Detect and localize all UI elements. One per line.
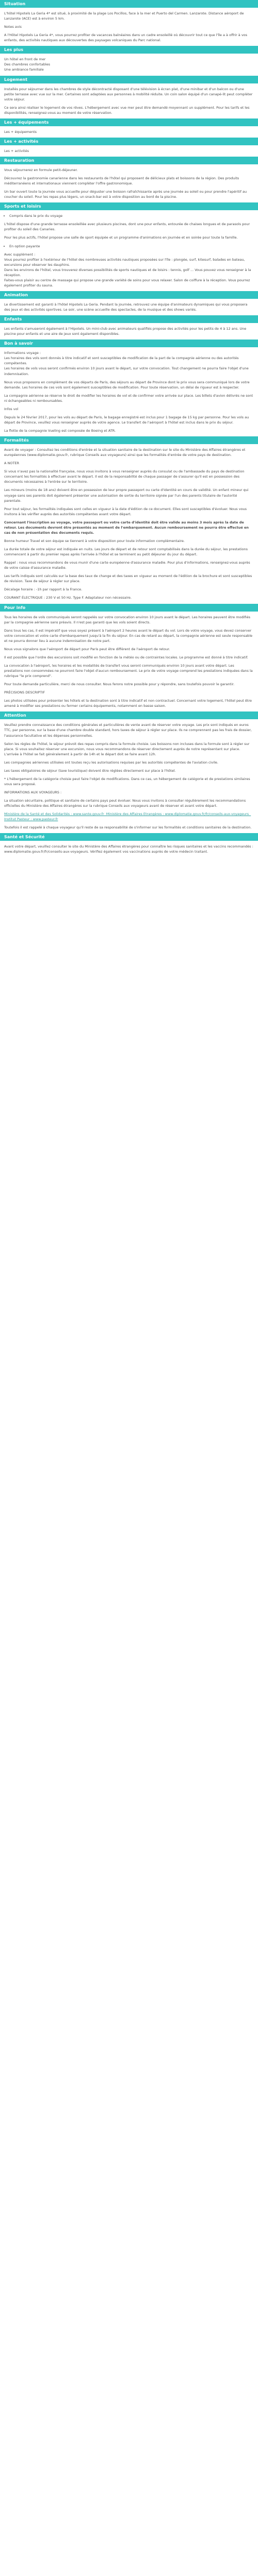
- paragraph: La situation sécuritaire, politique et sanitaire de certains pays peut évoluer. Nous vous invitons à consulter régulièrement les recommandations officielles du Ministère des Affaires étrangères sur la rubrique Conseils aux voyageurs avant de réserver et avant votre départ.: [4, 799, 247, 808]
- paragraph: Les enfants s'amuseront également à l'Hipotels. Un mini-club avec animateurs qualifiés propose des activités pour les petits de 4 à 12 ans. Une piscine pour enfants et une aire de jeux sont également disponibles.: [4, 327, 248, 336]
- section-heading: Les plus: [0, 46, 258, 54]
- paragraph: La durée totale de votre séjour est indiquée en nuits. Les jours de départ et de retour sont comptabilisés dans la durée du séjour, les prestations commencent à partir du premier repas après l'arrivée à l'hôtel et se terminent au petit déjeuner du jour du départ.: [4, 547, 249, 557]
- paragraph: Les tarifs indiqués sont calculés sur la base des taux de change et des taxes en vigueur au moment de l'édition de la brochure et sont susceptibles de révision. Taxe de séjour à régler sur place.: [4, 574, 253, 584]
- section-heading: Santé et Sécurité: [0, 833, 258, 841]
- paragraph: La flotte de la compagnie Vueling est composée de Boeing et ATR.: [4, 429, 116, 433]
- paragraph: Les + activités: [4, 148, 29, 153]
- section-heading: Sports et loisirs: [0, 202, 258, 210]
- paragraph: Veuillez prendre connaissance des conditions générales et particulières de vente avant de réserver votre voyage. Les prix sont indiqués en euros TTC, par personne, sur la base d'une chambre double standard, hors taxes de séjour à régler sur place. Ils ne comprennent pas les frais de dossier, l'assurance facultative et les dépenses personnelles.: [4, 723, 253, 738]
- paragraph: Le divertissement est garanti à l'hôtel Hipotels La Geria. Pendant la journée, retrouvez une équipe d'animateurs dynamiques qui vous proposera des jeux et des activités sportives. Le soir, une scène accueille des spectacles, de la musique et des shows variés.: [4, 302, 249, 312]
- paragraph: Un bar ouvert toute la journée vous accueille pour déguster une boisson rafraîchissante après une journée au soleil ou pour prendre l'apéritif au coucher du soleil. Pour les repas plus légers, un snack-bar est à votre disposition au bord de la piscine.: [4, 190, 248, 199]
- paragraph: Les mineurs (moins de 18 ans) doivent être en possession de leur propre passeport ou carte d'identité en cours de validité. Un enfant mineur qui voyage sans ses parents doit également présenter une autorisation de sortie du territoire signée par l'un des parents titulaire de l'autorité parentale.: [4, 488, 250, 503]
- content-blocks: [0, 0, 258, 855]
- paragraph: L'hôtel dispose d'une grande terrasse ensoleillée avec plusieurs piscines, dont une pour enfants, entourée de chaises longues et de parasols pour profiter du soleil des Canaries.: [4, 222, 251, 232]
- paragraph: PRÉCISIONS DESCRIPTIF: [4, 690, 45, 695]
- paragraph: Si vous n'avez pas la nationalité française, nous vous invitons à vous renseigner auprès du consulat ou de l'ambassade du pays de destination concernant les formalités à effectuer avant le départ. Il est de la responsabilité de chaque passager de s'assurer qu'il est en possession des documents nécessaires à l'entrée sur le territoire.: [4, 469, 246, 484]
- paragraph: Toutefois il est rappelé à chaque voyageur qu'il reste de sa responsabilité de s'informer sur les formalités et conditions sanitaires de la destination.: [4, 825, 252, 830]
- section-heading: Logement: [0, 76, 258, 83]
- section-heading: Les + activités: [0, 138, 258, 145]
- paragraph: Avant de voyager : Consultez les conditions d'entrée et la situation sanitaire de la destination sur le site du Ministère des Affaires étrangères et européennes (www.diplomatie.gouv.fr, rubrique Conseils aux voyageurs) ainsi que les formalités d'entrée de votre pays de destination.: [4, 448, 247, 457]
- paragraph: Nous vous proposons en complément de vos départs de Paris, des séjours au départ de Province dont le prix vous sera communiqué lors de votre demande. Les horaires de ces vols sont également susceptibles de modification. Pour toute réservation, un délai de rigueur est à respecter.: [4, 380, 251, 389]
- paragraph: Les + équipements: [4, 129, 37, 134]
- paragraph: Vous séjournerez en formule petit-déjeuner.: [4, 167, 78, 172]
- paragraph: L'hôtel Hipotels La Geria 4* est situé, à proximité de la plage Los Pocillos, face à la mer et Puerto del Carmen. Lanzarote. Distance aéroport de Lanzarote (ACE) est à environ 5 km.: [4, 11, 245, 21]
- paragraph: Pour toute demande particulière, merci de nous consulter. Nous ferons notre possible pour y répondre, sans toutefois pouvoir le garantir.: [4, 682, 235, 687]
- paragraph: Découvrez la gastronomie canarienne dans les restaurants de l'hôtel qui proposent de délicieux plats et boissons de la région. Des produits méditerranéens et internationaux viennent compléter l'offre gastronomique.: [4, 176, 240, 186]
- paragraph: Nous vous signalons que l'aéroport de départ pour Paris peut être différent de l'aéroport de retour.: [4, 647, 170, 651]
- bullet-list: [4, 244, 254, 249]
- section-heading: Situation: [0, 0, 258, 8]
- paragraph: Avec supplément : Vous pourrez profiter à l'extérieur de l'hôtel des nombreuses activités nautiques proposées sur l'île : plongée, surf, kitesurf, balades en bateau, excursions pour observer les dauphins. Dans les environs de l'hôtel, vous trouverez diverses possibilités de sports nautiques et de loisirs : tennis, golf ... Vous pouvez vous renseigner à la réception. Faites-vous plaisir au centre de massage qui propose une grande variété de soins pour vous relaxer. Salon de coiffure à la réception. Vous pourrez également profiter du sauna.: [4, 252, 251, 287]
- section-heading: Pour info: [0, 604, 258, 612]
- paragraph: Dans tous les cas, il est impératif que vous soyez présent à l'aéroport 2 heures avant le départ du vol. Lors de votre voyage, vous devez conserver votre convocation et votre carte d'embarquement jusqu'à la fin du séjour. En cas de retard au départ, la compagnie aérienne est seule responsable et ne pourra donner lieu à aucune indemnisation de notre part.: [4, 628, 254, 643]
- paragraph: COURANT ÉLECTRIQUE : 230 V et 50 Hz. Type F. Adaptateur non nécessaire.: [4, 596, 132, 600]
- paragraph: La convocation à l'aéroport, les horaires et les modalités de transfert vous seront communiqués environ 10 jours avant votre départ. Les prestations non consommées ne pourront faire l'objet d'aucun remboursement. Le prix de votre voyage comprend les prestations indiquées dans la rubrique "le prix comprend".: [4, 663, 254, 679]
- paragraph: Avant votre départ, veuillez consulter le site du Ministère des Affaires étrangères pour connaître les risques sanitaires et les vaccins recommandés : www.diplomatie.gouv.fr/fr/conseils-aux-voyageurs. Vérifiez également vos vaccinations auprès de votre médecin traitant.: [4, 844, 254, 854]
- bullet-item: • En option payante: [9, 244, 254, 249]
- bullet-item: • Compris dans le prix du voyage: [9, 213, 254, 218]
- paragraph: Pour les plus actifs, l'hôtel propose une salle de sport équipée et un programme d'animations en journée et en soirée pour toute la famille.: [4, 235, 238, 240]
- paragraph: Ce sera ainsi réaliser le logement de vos rêves. L'hébergement avec vue mer peut être demandé moyennant un supplément. Pour les tarifs et les disponibilités, renseignez-vous au moment de votre réservation.: [4, 105, 251, 115]
- paragraph: A l'Hôtel Hipotels La Geria 4*, vous pourrez profiter de vacances balnéaires dans un cadre ensoleillé où découvrir tout ce que l'île a à offrir à vos enfants, des activités nautiques aux découvertes des paysages volcaniques du Parc national.: [4, 33, 249, 43]
- paragraph: Pour tout séjour, les formalités indiquées sont celles en vigueur à la date d'édition de ce document. Elles sont susceptibles d'évoluer. Nous vous invitons à les vérifier auprès des autorités compétentes avant votre départ.: [4, 506, 248, 516]
- paragraph: Notes avis: [4, 25, 22, 29]
- link-paragraph[interactable]: Ministère de la Santé et des Solidarités : www.sante.gouv.fr Ministère des Affaires Etrangères : www.diplomatie.gouv.fr/fr/conseils-aux-voyageurs Institut Pasteur : www.pasteur.fr: [4, 812, 251, 822]
- paragraph: Les compagnies aériennes utilisées ont toutes reçu les autorisations requises par les autorités compétentes de l'aviation civile.: [4, 760, 218, 765]
- paragraph: * L'hébergement de la catégorie choisie peut faire l'objet de modifications. Dans ce cas, un hébergement de catégorie et de prestations similaires vous sera proposé.: [4, 776, 251, 786]
- content-column: [0, 0, 258, 864]
- paragraph: Décalage horaire : -1h par rapport à la France.: [4, 587, 83, 592]
- paragraph: Infos vol: [4, 406, 19, 411]
- section-heading: Les + équipements: [0, 118, 258, 126]
- paragraph: INFORMATIONS AUX VOYAGEURS :: [4, 790, 62, 794]
- paragraph: Concernant l'inscription au voyage, votre passeport ou votre carte d'identité doit être valide au moins 3 mois après la date de retour. Les documents devront être présentés au moment de l'embarquement. Aucun remboursement ne pourra être effectué en cas de non présentation des documents requis.: [4, 520, 250, 535]
- section-heading: Attention: [0, 711, 258, 719]
- paragraph: La compagnie aérienne se réserve le droit de modifier les horaires de vol et de confirmer votre arrivée sur place. Les billets d'avion délivrés ne sont ni échangeables ni remboursables.: [4, 393, 254, 403]
- section-heading: Enfants: [0, 315, 258, 323]
- paragraph: A NOTER: [4, 461, 20, 466]
- paragraph: Rappel : nous vous recommandons de vous munir d'une carte européenne d'assurance maladie. Pour plus d'informations, renseignez-vous auprès de votre caisse d'assurance maladie.: [4, 561, 251, 570]
- paragraph: Depuis le 24 février 2017, pour les vols au départ de Paris, le bagage enregistré est inclus pour 1 bagage de 15 kg par personne. Pour les vols au départ de Province, veuillez vous renseigner auprès de votre agence. Le transfert de l'aéroport à l'hôtel est inclus dans le prix du séjour.: [4, 415, 250, 425]
- paragraph: Bonne humeur Travel et son équipe se tiennent à votre disposition pour toute information complémentaire.: [4, 538, 185, 543]
- paragraph: Selon les règles de l'hôtel, le séjour prévoit des repas compris dans la formule choisie. Les boissons non incluses dans la formule sont à régler sur place. Si vous souhaitez réserver une excursion, nous vous recommandons de réserver directement auprès de notre représentant sur place. L'arrivée à l'hôtel se fait généralement à partir de 14h et le départ doit se faire avant 12h.: [4, 741, 251, 756]
- section-heading: Formalités: [0, 436, 258, 444]
- section-heading: Animation: [0, 291, 258, 299]
- section-heading: Restauration: [0, 157, 258, 164]
- paragraph: Il est possible que l'ordre des excursions soit modifié en fonction de la météo ou de contraintes locales. Le programme est donné à titre indicatif.: [4, 655, 248, 659]
- paragraph: Informations voyage : Les horaires des vols sont donnés à titre indicatif et sont susceptibles de modification de la part de la compagnie aérienne ou des autorités compétentes. Les horaires de vols vous seront confirmés environ 10 jours avant le départ, sur votre convocation. Tout changement ne pourra faire l'objet d'une indemnisation.: [4, 351, 249, 376]
- paragraph: Les taxes obligatoires de séjour (taxe touristique) doivent être réglées directement sur place à l'hôtel.: [4, 768, 176, 773]
- paragraph: Un hôtel en front de mer Des chambres confortables Une ambiance familiale: [4, 57, 51, 72]
- section-heading: Bon à savoir: [0, 340, 258, 347]
- paragraph: Tous les horaires de vols communiqués seront rappelés sur votre convocation environ 10 jours avant le départ. Les horaires peuvent être modifiés par la compagnie aérienne sans préavis. Il n'est pas garanti que les vols soient directs.: [4, 615, 252, 624]
- bullet-list: [4, 213, 254, 218]
- paragraph: Installés pour séjourner dans les chambres de style décontracté disposant d'une télévision à écran plat, d'une minibar et d'un balcon ou d'une petite terrasse avec vue sur la mer. Certaines sont adaptées aux personnes à mobilité réduite. Un coin salon équipé d'un canapé-lit peut compléter votre séjour.: [4, 87, 254, 101]
- paragraph: Les photos utilisées pour présenter les hôtels et la destination sont à titre indicatif et non contractuel. Concernant votre logement, l'hôtel peut être amené à modifier ses prestations ou fermer certains équipements, notamment en basse saison.: [4, 699, 253, 708]
